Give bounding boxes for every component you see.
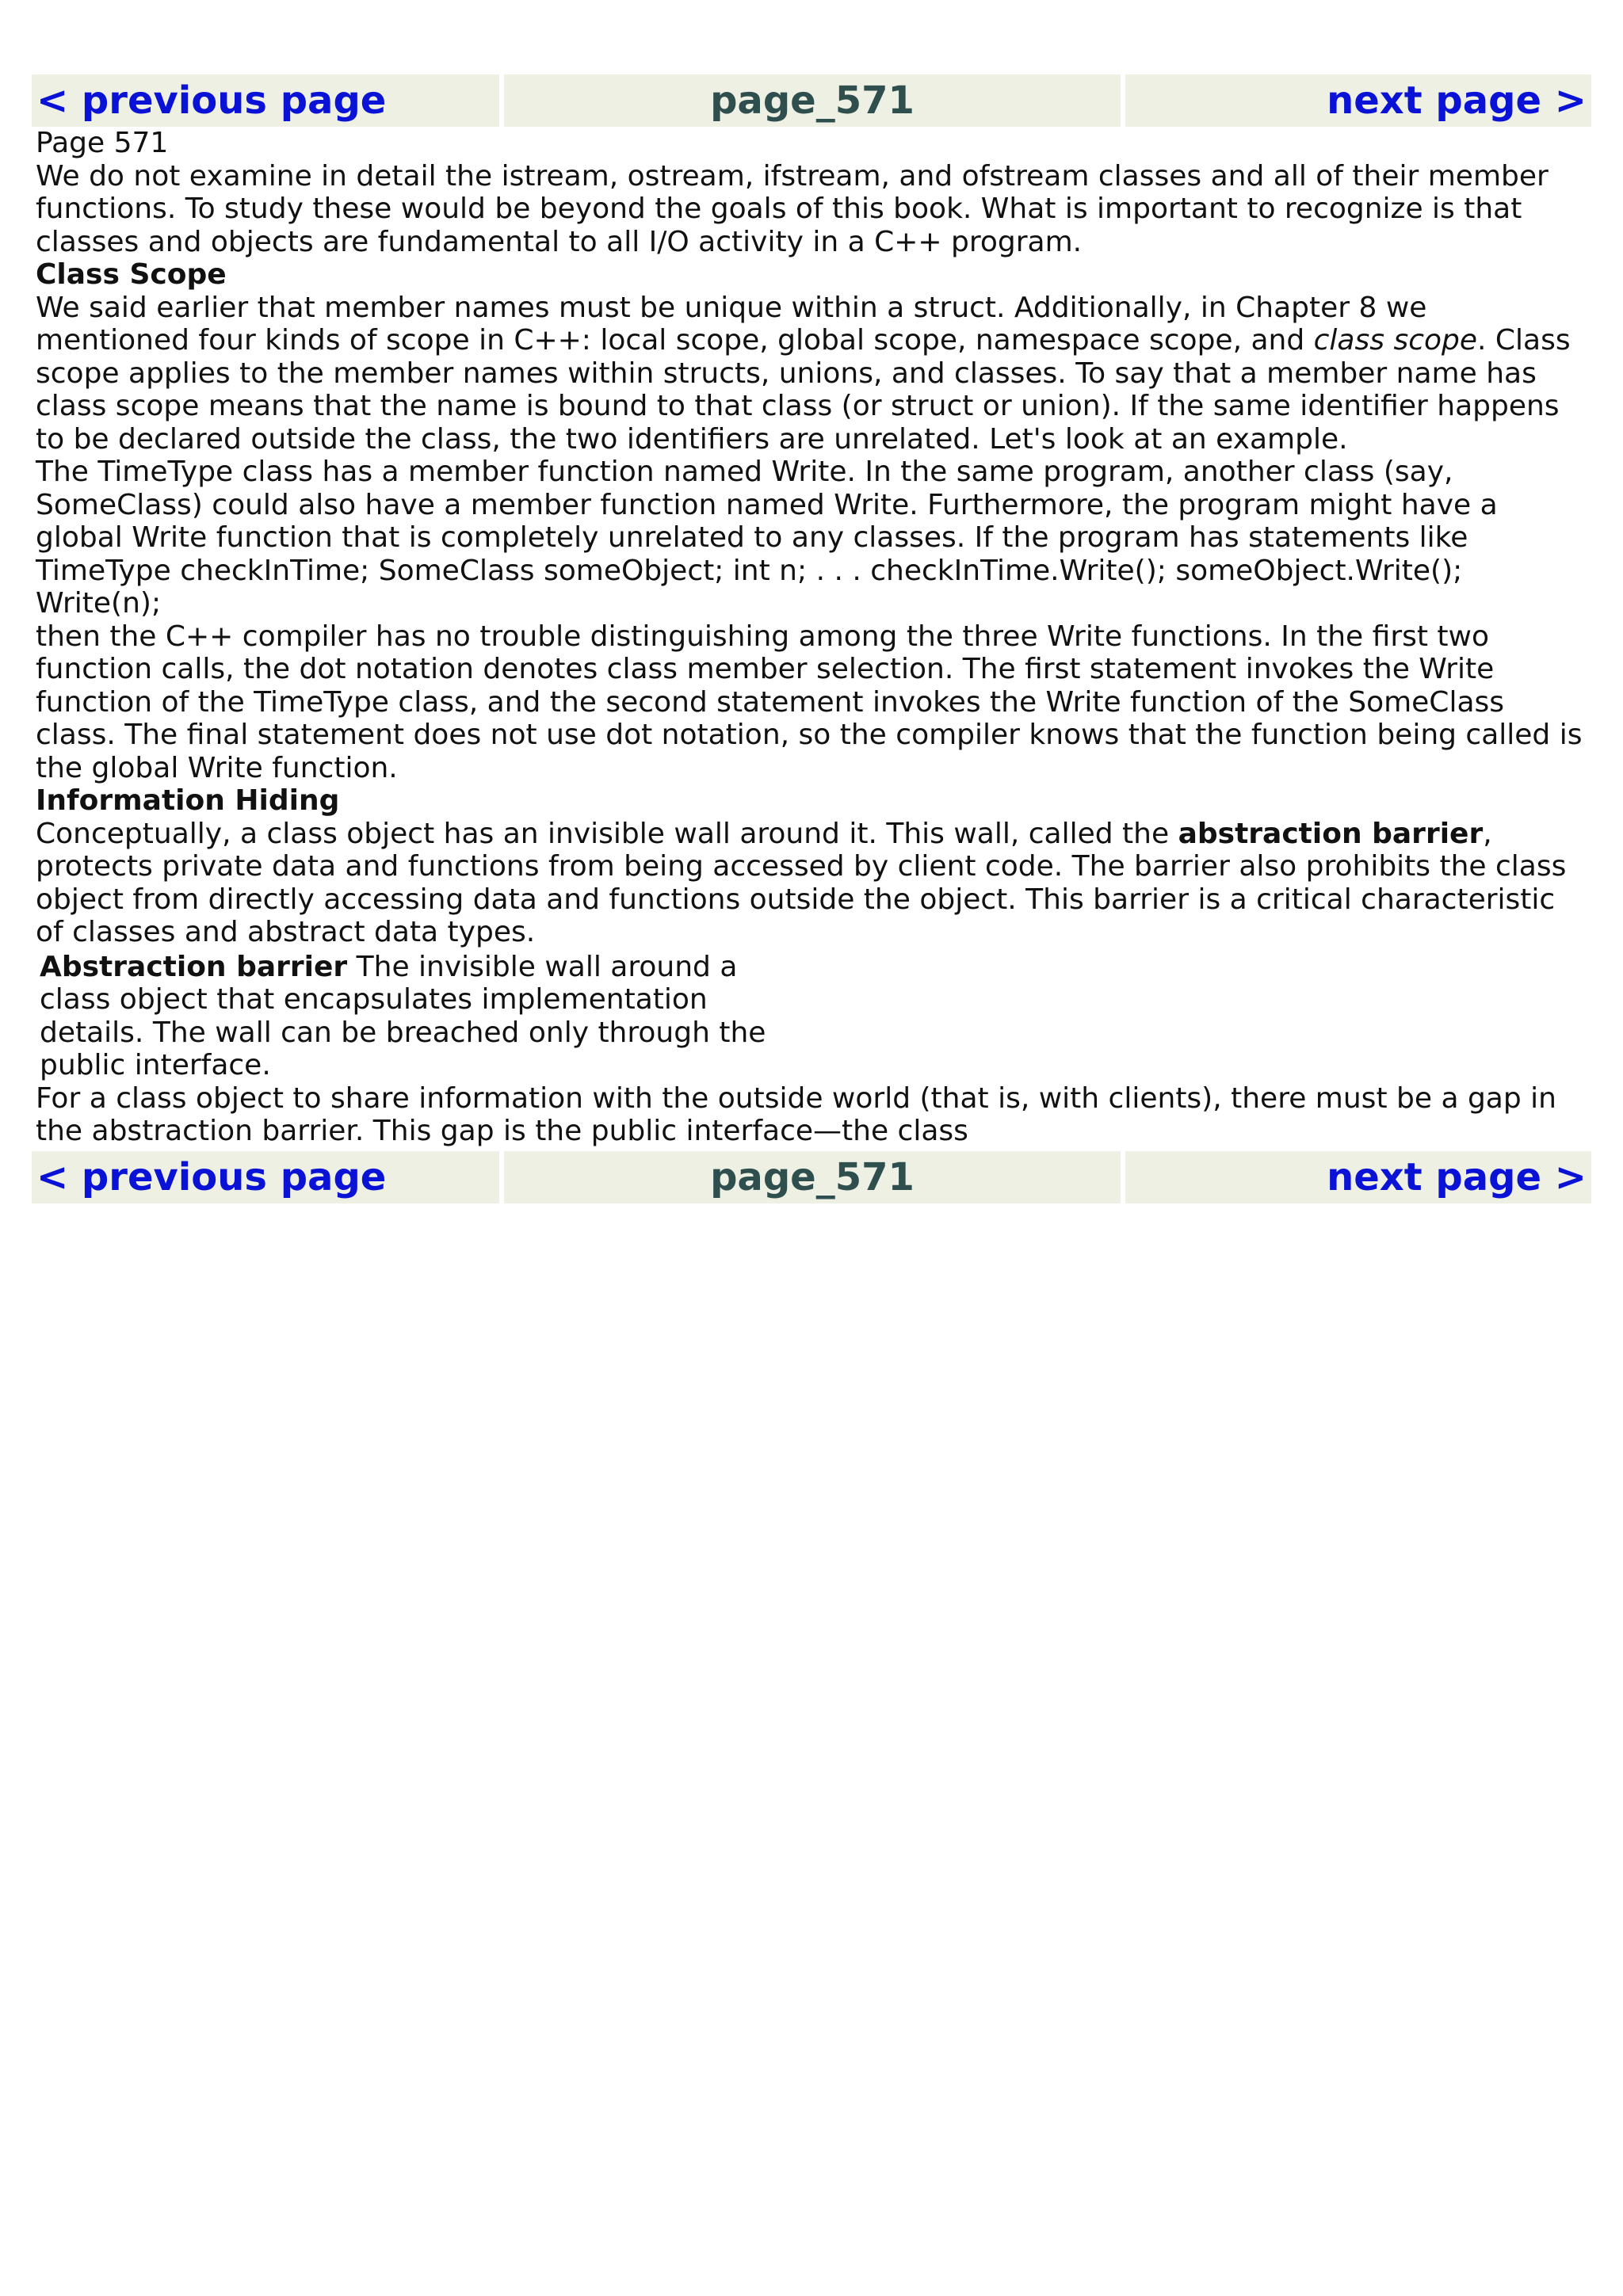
next-page-link-bottom[interactable]: next page > xyxy=(1125,1151,1591,1203)
paragraph-compiler: then the C++ compiler has no trouble distinguishing among the three Write functions. In the first two function calls, the dot notation denotes class member selection. The first statement invokes the Write function of the TimeType class, and the second statement invokes the Write function of the SomeClass class. The final statement does not use dot notation, so the compiler knows that the function being called is the global Write function. xyxy=(36,620,1583,784)
class-scope-term: class scope xyxy=(1313,324,1478,357)
paragraph-write-example: The TimeType class has a member function named Write. In the same program, another class (say, SomeClass) could also have a member function named Write. Furthermore, the program might have a global Write function that is completely unrelated to any classes. If the program has statements like xyxy=(36,456,1498,554)
previous-page-link-bottom[interactable]: < previous page xyxy=(32,1151,499,1203)
definition-term: Abstraction barrier xyxy=(40,950,348,983)
paragraph-class-scope xyxy=(36,292,1589,456)
top-navigation-bar xyxy=(32,74,1591,127)
page-number-label: Page 571 xyxy=(36,127,169,159)
page-title-bottom: page_571 xyxy=(504,1151,1121,1203)
paragraph-public-interface: For a class object to share information with the outside world (that is, with clients), there must be a gap in the abstraction barrier. This gap is the public interface—the class xyxy=(36,1081,1556,1147)
paragraph-class-scope-part2: . Class scope applies to the member names within structs, unions, and classes. To say that a member name has class scope means that the name is bound to that class (or struct or union). If the same identifier happens to be declared outside the class, the two identifiers are unrelated. Let's look at an example. xyxy=(36,324,1571,456)
page-title: page_571 xyxy=(504,74,1121,127)
heading-class-scope: Class Scope xyxy=(36,258,227,291)
paragraph-abstraction-barrier xyxy=(36,818,1589,949)
code-example: TimeType checkInTime; SomeClass someObject; int n; . . . checkInTime.Write(); someObject.Write(); Write(n); xyxy=(36,554,1463,620)
page-content xyxy=(32,127,1589,1148)
abstraction-barrier-term: abstraction barrier xyxy=(1178,817,1484,850)
document-page xyxy=(32,74,1591,1203)
paragraph-barrier-part1: Conceptually, a class object has an invisible wall around it. This wall, called the xyxy=(36,817,1178,850)
paragraph-class-scope-part1: We said earlier that member names must be unique within a struct. Additionally, in Chapter 8 we mentioned four kinds of scope in C++: local scope, global scope, namespace scope, and xyxy=(36,291,1427,357)
heading-information-hiding: Information Hiding xyxy=(36,784,340,817)
definition-box xyxy=(36,951,800,1082)
bottom-navigation-bar xyxy=(32,1151,1591,1203)
paragraph-intro: We do not examine in detail the istream, ostream, ifstream, and ofstream classes and all of their member functions. To study these would be beyond the goals of this book. What is important to recognize is that classes and objects are fundamental to all I/O activity in a C++ program. xyxy=(36,159,1549,258)
paragraph-barrier-part2: , protects private data and functions from being accessed by client code. The barrier also prohibits the class object from directly accessing data and functions outside the object. This barrier is a critical characteristic of classes and abstract data types. xyxy=(36,817,1567,948)
next-page-link[interactable]: next page > xyxy=(1125,74,1591,127)
definition-text: The invisible wall around a class object that encapsulates implementation details. The wall can be breached only through the public interface. xyxy=(40,950,766,1081)
previous-page-link[interactable]: < previous page xyxy=(32,74,499,127)
